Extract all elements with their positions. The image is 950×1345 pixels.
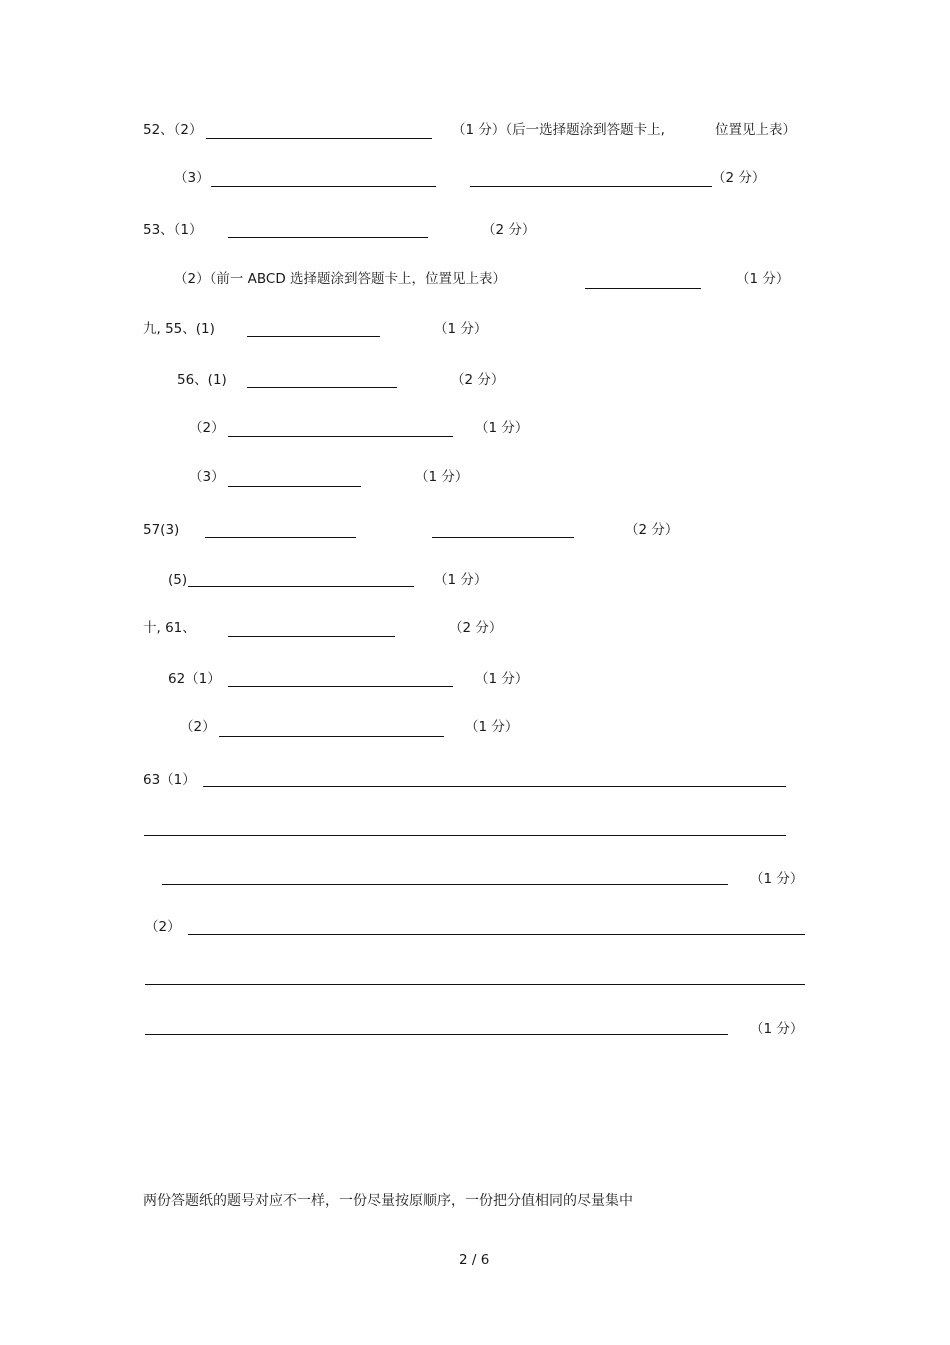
q52-2-label: 52、（2） bbox=[143, 122, 203, 138]
q57-5-label: (5) bbox=[168, 572, 188, 588]
q56-2-score: （1 分） bbox=[475, 420, 529, 436]
q56-1-label: 56、(1) bbox=[177, 372, 227, 388]
q63-1-label: 63（1） bbox=[143, 772, 196, 788]
q56-1-score: （2 分） bbox=[451, 372, 505, 388]
q57-3-answer-line-2[interactable] bbox=[432, 537, 574, 538]
q55-1-label: 九, 55、(1) bbox=[143, 321, 215, 337]
q57-3-label: 57(3) bbox=[143, 522, 180, 538]
q62-1-answer-line[interactable] bbox=[228, 686, 453, 687]
q53-1-answer-line[interactable] bbox=[228, 237, 428, 238]
q57-5-answer-line[interactable] bbox=[188, 586, 414, 587]
q52-3-label: （3） bbox=[174, 170, 210, 186]
q56-3-answer-line[interactable] bbox=[228, 486, 361, 487]
q61-score: （2 分） bbox=[449, 620, 503, 636]
q52-2-note: 位置见上表） bbox=[715, 122, 796, 138]
q63-1-answer-line-2[interactable] bbox=[144, 835, 786, 836]
q61-answer-line[interactable] bbox=[228, 636, 395, 637]
q52-2-score: （1 分）（后一选择题涂到答题卡上, bbox=[452, 122, 665, 138]
q53-2-label: （2）（前一 ABCD 选择题涂到答题卡上，位置见上表） bbox=[174, 271, 507, 287]
q53-1-score: （2 分） bbox=[482, 222, 536, 238]
q52-2-answer-line[interactable] bbox=[206, 138, 432, 139]
footnote: 两份答题纸的题号对应不一样，一份尽量按原顺序，一份把分值相同的尽量集中 bbox=[143, 1193, 633, 1209]
q56-2-label: （2） bbox=[189, 420, 225, 436]
q63-2-answer-line-2[interactable] bbox=[145, 984, 805, 985]
q55-1-answer-line[interactable] bbox=[247, 336, 380, 337]
q57-3-score: （2 分） bbox=[625, 522, 679, 538]
q56-2-answer-line[interactable] bbox=[228, 436, 453, 437]
q63-1-answer-line-1[interactable] bbox=[203, 786, 786, 787]
q55-1-score: （1 分） bbox=[434, 321, 488, 337]
q52-3-answer-line-1[interactable] bbox=[211, 186, 436, 187]
q53-2-score: （1 分） bbox=[736, 271, 790, 287]
q53-2-answer-line[interactable] bbox=[585, 288, 701, 289]
q62-2-score: （1 分） bbox=[465, 719, 519, 735]
q62-2-label: （2） bbox=[180, 719, 216, 735]
q62-2-answer-line[interactable] bbox=[219, 736, 444, 737]
q63-1-score: （1 分） bbox=[750, 871, 804, 887]
q52-3-score: （2 分） bbox=[712, 170, 766, 186]
q63-2-answer-line-3[interactable] bbox=[145, 1034, 728, 1035]
page-number: 2 / 6 bbox=[459, 1252, 490, 1268]
q57-5-score: （1 分） bbox=[434, 572, 488, 588]
q56-1-answer-line[interactable] bbox=[247, 387, 397, 388]
q56-3-score: （1 分） bbox=[415, 469, 469, 485]
q63-2-score: （1 分） bbox=[750, 1021, 804, 1037]
q63-2-label: （2） bbox=[145, 919, 181, 935]
q61-label: 十, 61、 bbox=[143, 620, 196, 636]
q53-1-label: 53、（1） bbox=[143, 222, 203, 238]
q62-1-score: （1 分） bbox=[475, 671, 529, 687]
q52-3-answer-line-2[interactable] bbox=[470, 186, 712, 187]
q56-3-label: （3） bbox=[189, 469, 225, 485]
q57-3-answer-line-1[interactable] bbox=[205, 537, 356, 538]
q63-2-answer-line-1[interactable] bbox=[188, 934, 805, 935]
q62-1-label: 62（1） bbox=[168, 671, 221, 687]
q63-1-answer-line-3[interactable] bbox=[162, 884, 728, 885]
